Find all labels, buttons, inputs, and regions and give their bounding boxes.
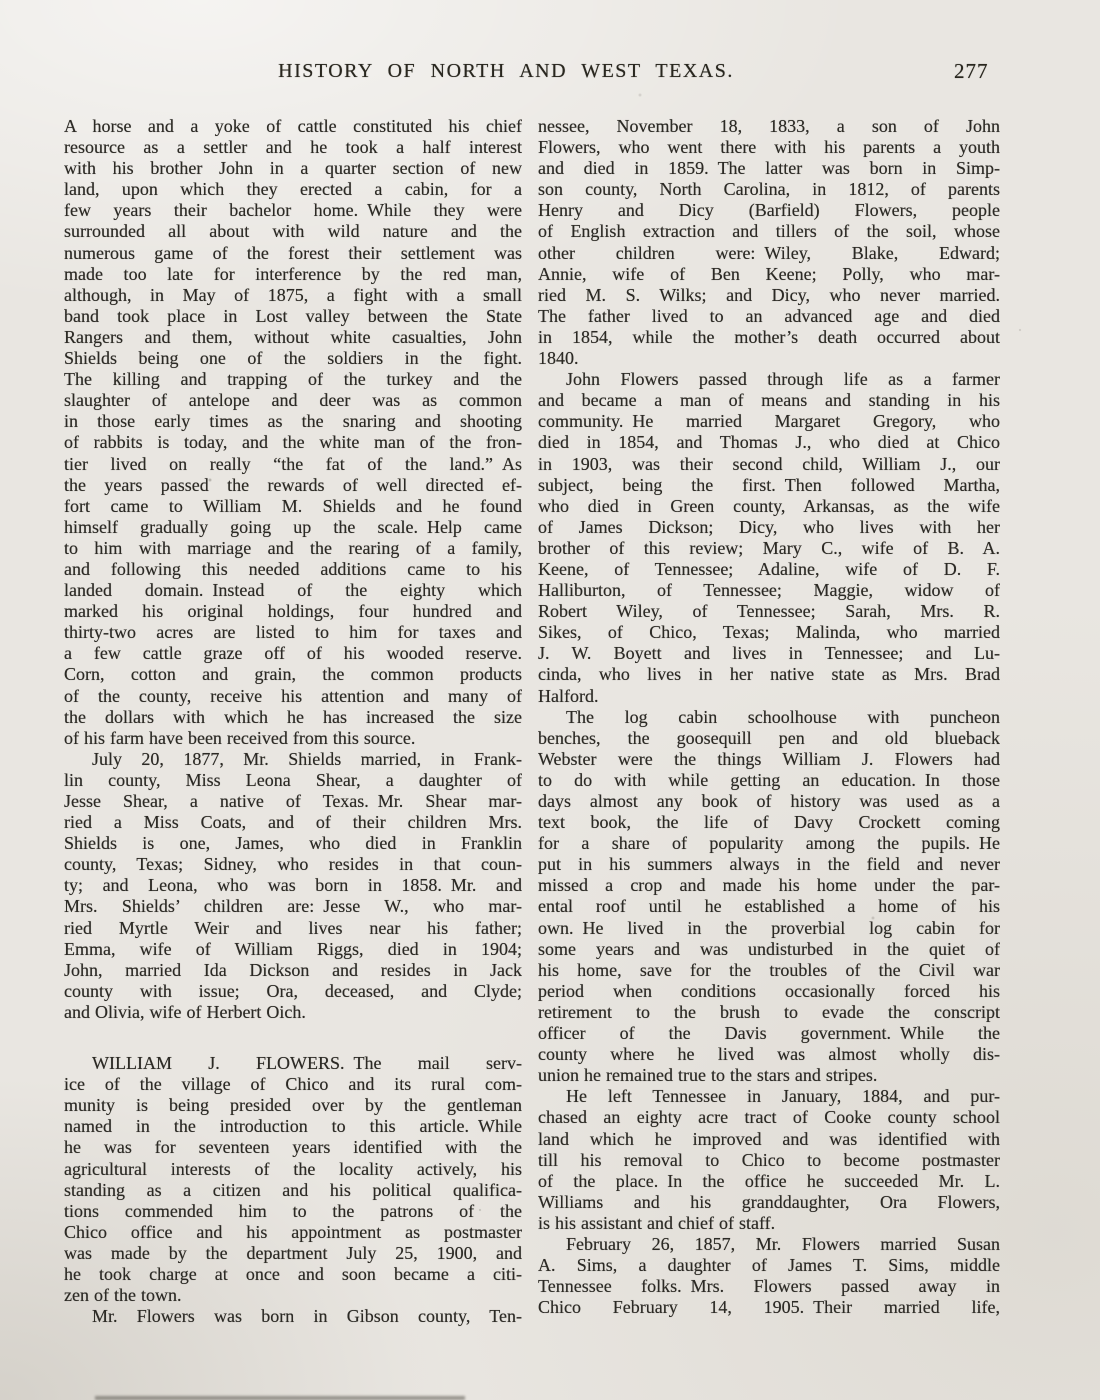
text-line: band took place in Lost valley between the State [64,305,522,326]
paragraph [64,116,522,749]
text-line: Keene, of Tennessee; Adaline, wife of D. F. [538,558,1000,579]
text-line: Henry and Dicy (Barfield) Flowers, people [538,200,1000,221]
text-line: subject, being the first. Then followed Martha, [538,474,1000,495]
text-line: ental roof until he established a home of his [538,896,1000,917]
text-line: ried Myrtle Weir and lives near his father; [64,917,522,938]
page-number: 277 [954,59,989,83]
text-line: who died in Green county, Arkansas, as the wife [538,495,1000,516]
text-line: thirty-two acres are listed to him for taxes and [64,622,522,643]
text-line: own. He lived in the proverbial log cabin for [538,917,1000,938]
text-line: to him with marriage and the rearing of a family, [64,537,522,558]
paragraph [64,749,522,1023]
text-line: with his brother John in a quarter section of new [64,158,522,179]
text-line: ty; and Leona, who was born in 1858. Mr. and [64,875,522,896]
text-line: put in his summers always in the field and never [538,854,1000,875]
text-line: and became a man of means and standing in his [538,390,1000,411]
text-line: The log cabin schoolhouse with puncheon [566,706,1000,727]
text-line: few years their bachelor home. While they were [64,200,522,221]
text-line: till his removal to Chico to become postmaster [538,1149,1000,1170]
text-line: Webster were the things William J. Flowers had [538,748,1000,769]
text-line: Sikes, of Chico, Texas; Malinda, who married [538,622,1000,643]
text-line: A. Sims, a daughter of James T. Sims, middle [538,1255,1000,1276]
text-line: Shields is one, James, who died in Franklin [64,833,522,854]
text-line: the dollars with which he has increased the size [64,706,522,727]
text-line: brother of this review; Mary C., wife of B. A. [538,537,1000,558]
text-line: period when conditions occasionally forced his [538,980,1000,1001]
text-line: July 20, 1877, Mr. Shields married, in Frank- [92,748,522,769]
text-line: J. W. Boyett and lives in Tennessee; and Lu- [538,643,1000,664]
right-text-column [538,116,1000,1318]
text-line: landed domain. Instead of the eighty which [64,580,522,601]
text-line: zen of the town. [64,1285,182,1306]
text-line: of the county, receive his attention and many of [64,685,522,706]
text-line: text book, the life of Davy Crockett coming [538,812,1000,833]
text-line: retirement to the brush to evade the conscript [538,1001,1000,1022]
paragraph [538,116,1000,369]
paragraph [538,369,1000,707]
text-line: community. He married Margaret Gregory, who [538,411,1000,432]
text-line: is his assistant and chief of staff. [538,1212,776,1233]
running-header-title: HISTORY OF NORTH AND WEST TEXAS. [278,60,734,82]
text-line: resource as a settler and he took a half interest [64,137,522,158]
text-line: named in the introduction to this article. While [64,1116,522,1137]
text-line: The father lived to an advanced age and died [538,305,1000,326]
text-line: county with issue; Ora, deceased, and Clyde; [64,980,522,1001]
paragraph [64,1053,522,1306]
text-line: Halliburton, of Tennessee; Maggie, widow of [538,580,1000,601]
text-line: ice of the village of Chico and its rural com- [64,1074,522,1095]
text-line: The killing and trapping of the turkey and the [64,369,522,390]
text-line: some years and was undisturbed in the quiet of [538,938,1000,959]
text-line: agricultural interests of the locality actively, his [64,1158,522,1179]
text-line: of his farm have been received from this source. [64,727,416,748]
text-line: cinda, who lives in her native state as Mrs. Brad [538,664,1000,685]
text-line: A horse and a yoke of cattle constituted his chief [64,116,522,136]
text-line: Robert Wiley, of Tennessee; Sarah, Mrs. R. [538,601,1000,622]
text-line: union he remained true to the stars and stripes. [538,1065,878,1086]
text-line: Tennessee folks. Mrs. Flowers passed away in [538,1276,1000,1297]
paragraph [538,707,1000,1087]
text-line: tions commended him to the patrons of the [64,1200,522,1221]
text-line: other children were: Wiley, Blake, Edward; [538,242,1000,263]
text-line: in 1854, while the mother’s death occurred about [538,326,1000,347]
text-line: in 1903, was their second child, William J., our [538,453,1000,474]
text-line: he was for seventeen years identified with the [64,1137,522,1158]
text-line: Flowers, who went there with his parents a youth [538,137,1000,158]
text-line: John, married Ida Dickson and resides in Jack [64,959,522,980]
text-line: Corn, cotton and grain, the common products [64,664,522,685]
text-line: of English extraction and tillers of the soil, whose [538,221,1000,242]
text-line: ried M. S. Wilks; and Dicy, who never married. [538,284,1000,305]
text-line: Mrs. Shields’ children are: Jesse W., who mar- [64,896,522,917]
text-line: the years passed the rewards of well directed ef- [64,474,522,495]
text-line: John Flowers passed through life as a farmer [566,369,1000,390]
text-line: he took charge at once and soon became a citi- [64,1263,522,1284]
text-line: surrounded all about with wild nature and the [64,221,522,242]
text-line: missed a crop and made his home under the par- [538,875,1000,896]
text-line: fort came to William M. Shields and he found [64,495,522,516]
text-line: marked his original holdings, four hundred and [64,601,522,622]
paragraph [538,1234,1000,1318]
text-line: nessee, November 18, 1833, a son of John [538,116,1000,136]
text-line: made too late for interference by the red man, [64,263,522,284]
text-line: slaughter of antelope and deer was as common [64,390,522,411]
text-line: Halford. [538,685,599,706]
text-line: munity is being presided over by the gentleman [64,1095,522,1116]
text-line: in those early times as the snaring and shooting [64,411,522,432]
text-line: Emma, wife of William Riggs, died in 1904; [64,938,522,959]
text-line: benches, the goosequill pen and old blueback [538,727,1000,748]
text-line: himself gradually going up the scale. Help came [64,516,522,537]
text-line: of the place. In the office he succeeded Mr. L. [538,1170,1000,1191]
text-line: son county, North Carolina, in 1812, of parents [538,179,1000,200]
text-line: land which he improved and was identified with [538,1128,1000,1149]
text-line: Mr. Flowers was born in Gibson county, Ten- [92,1306,522,1327]
text-line: and died in 1859. The latter was born in Simp- [538,158,1000,179]
text-line: county, Texas; Sidney, who resides in that coun- [64,854,522,875]
text-line: Chico office and his appointment as postmaster [64,1221,522,1242]
left-text-column [64,116,522,1327]
text-line: a few cattle graze off of his wooded reserve. [64,643,522,664]
text-line: Williams and his granddaughter, Ora Flowers, [538,1191,1000,1212]
paragraph [64,1306,522,1327]
text-line: standing as a citizen and his political qualifica- [64,1179,522,1200]
text-line: Shields being one of the soldiers in the fight. [64,348,522,369]
text-line: ried a Miss Coats, and of their children Mrs. [64,812,522,833]
scan-artifact-bottom-edge [95,1396,465,1400]
text-line: of James Dickson; Dicy, who lives with her [538,516,1000,537]
text-line: Chico February 14, 1905. Their married life, [538,1297,1000,1318]
text-line: of rabbits is today, and the white man of the fron- [64,432,522,453]
text-line: county where he lived was almost wholly dis- [538,1044,1000,1065]
text-line: and following this needed additions came to his [64,558,522,579]
paragraph [538,1086,1000,1234]
text-line: tier lived on really “the fat of the land.” As [64,453,522,474]
text-line: was made by the department July 25, 1900, and [64,1242,522,1263]
text-line: land, upon which they erected a cabin, for a [64,179,522,200]
text-line: 1840. [538,348,579,369]
text-line: lin county, Miss Leona Shear, a daughter of [64,769,522,790]
text-line: and Olivia, wife of Herbert Oich. [64,1001,306,1022]
text-line: died in 1854, and Thomas J., who died at Chico [538,432,1000,453]
text-line: Annie, wife of Ben Keene; Polly, who mar- [538,263,1000,284]
text-line: days almost any book of history was used as a [538,791,1000,811]
text-line: officer of the Davis government. While the [538,1023,1000,1044]
text-line: numerous game of the forest their settlement was [64,242,522,263]
text-line: chased an eighty acre tract of Cooke county school [538,1107,1000,1128]
text-line: to do with while getting an education. In those [538,769,1000,790]
text-line: Jesse Shear, a native of Texas. Mr. Shear mar- [64,791,522,811]
text-line: although, in May of 1875, a fight with a small [64,284,522,305]
text-line: WILLIAM J. FLOWERS. The mail serv- [92,1053,522,1074]
text-line: his home, save for the troubles of the Civil war [538,959,1000,980]
text-line: February 26, 1857, Mr. Flowers married Susan [566,1233,1000,1254]
text-line: for a share of popularity among the pupils. He [538,833,1000,854]
text-line: Rangers and them, without white casualties, John [64,326,522,347]
text-line: He left Tennessee in January, 1884, and pur- [566,1086,1000,1107]
